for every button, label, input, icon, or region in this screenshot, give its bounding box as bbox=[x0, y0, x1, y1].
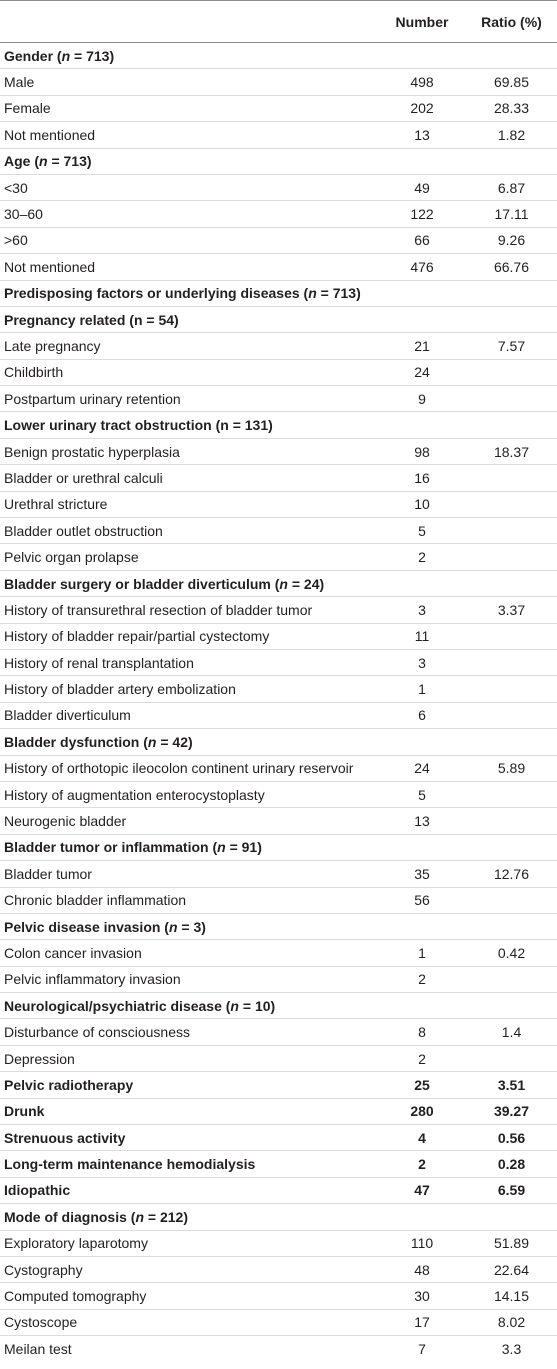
row-label bbox=[0, 993, 378, 1019]
row-number: 3 bbox=[378, 597, 466, 623]
row-ratio bbox=[466, 808, 557, 834]
row-ratio: 5.89 bbox=[466, 755, 557, 781]
row-ratio bbox=[466, 518, 557, 544]
row-number: 66 bbox=[378, 227, 466, 253]
table-row bbox=[0, 1283, 557, 1309]
table-row bbox=[0, 1045, 557, 1071]
row-ratio bbox=[466, 386, 557, 412]
label-text: Neurogenic bladder bbox=[4, 813, 127, 830]
label-text: Benign prostatic hyperplasia bbox=[4, 443, 180, 460]
row-ratio bbox=[466, 544, 557, 570]
row-number bbox=[378, 570, 466, 596]
row-label bbox=[0, 122, 378, 148]
label-text: Urethral stricture bbox=[4, 496, 108, 513]
label-text: Male bbox=[4, 74, 35, 91]
table-row bbox=[0, 755, 557, 781]
label-text: Cystoscope bbox=[4, 1314, 78, 1331]
row-label bbox=[0, 174, 378, 200]
row-ratio: 22.64 bbox=[466, 1256, 557, 1282]
row-number: 11 bbox=[378, 623, 466, 649]
row-label bbox=[0, 438, 378, 464]
label-text: Long-term maintenance hemodialysis bbox=[4, 1156, 256, 1173]
row-label bbox=[0, 1125, 378, 1151]
row-ratio bbox=[466, 412, 557, 438]
row-label bbox=[0, 570, 378, 596]
row-ratio bbox=[466, 280, 557, 306]
row-number: 9 bbox=[378, 386, 466, 412]
label-rest: = 3) bbox=[177, 918, 206, 935]
row-number: 4 bbox=[378, 1125, 466, 1151]
row-ratio: 39.27 bbox=[466, 1098, 557, 1124]
row-ratio: 3.51 bbox=[466, 1072, 557, 1098]
row-ratio bbox=[466, 781, 557, 807]
row-ratio bbox=[466, 623, 557, 649]
row-number: 24 bbox=[378, 755, 466, 781]
label-text: Pelvic radiotherapy bbox=[4, 1076, 134, 1093]
table-row bbox=[0, 359, 557, 385]
label-text: Late pregnancy bbox=[4, 337, 101, 354]
section-row bbox=[0, 993, 557, 1019]
row-label bbox=[0, 1256, 378, 1282]
label-text: Mode of diagnosis ( bbox=[4, 1208, 136, 1225]
row-label bbox=[0, 227, 378, 253]
row-label bbox=[0, 1336, 378, 1362]
section-row bbox=[0, 412, 557, 438]
table-row bbox=[0, 438, 557, 464]
label-text: Bladder outlet obstruction bbox=[4, 522, 163, 539]
row-number: 5 bbox=[378, 781, 466, 807]
row-number: 202 bbox=[378, 95, 466, 121]
row-number bbox=[378, 834, 466, 860]
row-label bbox=[0, 834, 378, 860]
table-row bbox=[0, 676, 557, 702]
table-row bbox=[0, 333, 557, 359]
row-number bbox=[378, 43, 466, 69]
row-ratio bbox=[466, 148, 557, 174]
section-row bbox=[0, 834, 557, 860]
label-text: Bladder tumor or inflammation ( bbox=[4, 839, 218, 856]
label-rest: = 91) bbox=[225, 839, 262, 856]
label-text: Bladder dysfunction ( bbox=[4, 733, 148, 750]
label-text: Predisposing factors or underlying diseases ( bbox=[4, 285, 309, 302]
row-ratio: 7.57 bbox=[466, 333, 557, 359]
row-number: 17 bbox=[378, 1309, 466, 1335]
row-label bbox=[0, 676, 378, 702]
table-row bbox=[0, 491, 557, 517]
row-number: 1 bbox=[378, 676, 466, 702]
table-row bbox=[0, 649, 557, 675]
row-label bbox=[0, 597, 378, 623]
row-number bbox=[378, 1204, 466, 1230]
row-number: 2 bbox=[378, 1045, 466, 1071]
table-row bbox=[0, 227, 557, 253]
table-row bbox=[0, 702, 557, 728]
row-ratio: 0.28 bbox=[466, 1151, 557, 1177]
row-label bbox=[0, 491, 378, 517]
row-label bbox=[0, 1019, 378, 1045]
table-row bbox=[0, 1256, 557, 1282]
label-text: Bladder tumor bbox=[4, 865, 92, 882]
row-label bbox=[0, 729, 378, 755]
table-row bbox=[0, 808, 557, 834]
label-text: History of transurethral resection of bladder tumor bbox=[4, 601, 313, 618]
row-label bbox=[0, 280, 378, 306]
label-text: Colon cancer invasion bbox=[4, 944, 142, 961]
row-number: 122 bbox=[378, 201, 466, 227]
row-number: 25 bbox=[378, 1072, 466, 1098]
section-row bbox=[0, 306, 557, 332]
label-text: Not mentioned bbox=[4, 126, 96, 143]
label-rest: = 10) bbox=[238, 997, 276, 1014]
label-variable: n bbox=[147, 733, 157, 750]
row-label bbox=[0, 966, 378, 992]
row-number: 49 bbox=[378, 174, 466, 200]
row-ratio: 8.02 bbox=[466, 1309, 557, 1335]
table-row bbox=[0, 1019, 557, 1045]
table-row bbox=[0, 1336, 557, 1362]
row-label bbox=[0, 702, 378, 728]
table-row bbox=[0, 940, 557, 966]
label-text: Pelvic inflammatory invasion bbox=[4, 971, 181, 988]
row-ratio bbox=[466, 1045, 557, 1071]
row-label bbox=[0, 95, 378, 121]
row-number: 7 bbox=[418, 1341, 426, 1358]
label-variable: n bbox=[39, 153, 48, 170]
label-text: Lower urinary tract obstruction (n = 131) bbox=[4, 417, 273, 434]
section-row bbox=[0, 913, 557, 939]
row-ratio: 0.56 bbox=[466, 1125, 557, 1151]
table-row bbox=[0, 1309, 557, 1335]
label-text: Strenuous activity bbox=[4, 1129, 126, 1146]
label-text: History of bladder repair/partial cystectomy bbox=[4, 628, 270, 645]
row-label bbox=[0, 69, 378, 95]
label-text: Computed tomography bbox=[4, 1288, 147, 1305]
row-label bbox=[0, 913, 378, 939]
row-ratio: 51.89 bbox=[466, 1230, 557, 1256]
section-row bbox=[0, 1151, 557, 1177]
label-text: Idiopathic bbox=[4, 1182, 71, 1199]
table-row bbox=[0, 887, 557, 913]
table-row bbox=[0, 1230, 557, 1256]
row-ratio: 66.76 bbox=[466, 254, 557, 280]
table-row bbox=[0, 966, 557, 992]
row-ratio bbox=[466, 570, 557, 596]
label-text: Neurological/psychiatric disease ( bbox=[4, 997, 231, 1014]
label-text: Bladder diverticulum bbox=[4, 707, 131, 724]
row-number: 3 bbox=[378, 649, 466, 675]
row-label bbox=[0, 649, 378, 675]
table-row bbox=[0, 518, 557, 544]
header-row bbox=[0, 1, 557, 43]
section-row bbox=[0, 729, 557, 755]
row-number: 280 bbox=[378, 1098, 466, 1124]
row-ratio bbox=[466, 887, 557, 913]
row-label bbox=[0, 861, 378, 887]
row-label bbox=[0, 781, 378, 807]
label-text: Pelvic disease invasion ( bbox=[4, 918, 169, 935]
row-ratio: 18.37 bbox=[466, 438, 557, 464]
table-row bbox=[0, 781, 557, 807]
row-ratio: 17.11 bbox=[466, 201, 557, 227]
row-number: 5 bbox=[378, 518, 466, 544]
row-label bbox=[0, 544, 378, 570]
row-ratio bbox=[466, 649, 557, 675]
section-row bbox=[0, 570, 557, 596]
row-number: 1 bbox=[378, 940, 466, 966]
row-ratio: 6.59 bbox=[466, 1177, 557, 1203]
table-row bbox=[0, 861, 557, 887]
label-variable: n bbox=[61, 47, 71, 64]
row-ratio bbox=[466, 966, 557, 992]
section-row bbox=[0, 1098, 557, 1124]
table-row bbox=[0, 122, 557, 148]
row-label bbox=[0, 1177, 378, 1203]
row-number: 35 bbox=[378, 861, 466, 887]
row-number bbox=[378, 412, 466, 438]
section-row bbox=[0, 1125, 557, 1151]
row-ratio bbox=[466, 1204, 557, 1230]
table-row bbox=[0, 623, 557, 649]
row-label bbox=[0, 755, 378, 781]
row-ratio bbox=[466, 491, 557, 517]
row-label bbox=[0, 1204, 378, 1230]
label-text: History of orthotopic ileocolon continent urinary reservoir bbox=[4, 760, 354, 777]
section-row bbox=[0, 1072, 557, 1098]
row-ratio bbox=[466, 729, 557, 755]
row-ratio: 28.33 bbox=[466, 95, 557, 121]
row-number: 2 bbox=[378, 966, 466, 992]
row-number bbox=[378, 306, 466, 332]
row-ratio: 3.3 bbox=[501, 1341, 522, 1358]
section-row bbox=[0, 43, 557, 69]
row-ratio: 69.85 bbox=[466, 69, 557, 95]
row-ratio: 1.82 bbox=[466, 122, 557, 148]
label-rest: = 713) bbox=[47, 153, 92, 170]
label-text: Bladder surgery or bladder diverticulum ( bbox=[4, 575, 280, 592]
row-number: 30 bbox=[378, 1283, 466, 1309]
row-label bbox=[0, 518, 378, 544]
label-text: Bladder or urethral calculi bbox=[4, 469, 163, 486]
section-row bbox=[0, 148, 557, 174]
row-number: 8 bbox=[378, 1019, 466, 1045]
row-number: 498 bbox=[378, 69, 466, 95]
label-variable: n bbox=[308, 285, 317, 302]
row-label bbox=[0, 201, 378, 227]
row-ratio bbox=[466, 676, 557, 702]
row-label bbox=[0, 808, 378, 834]
header-ratio: Ratio (%) bbox=[466, 1, 557, 43]
row-ratio bbox=[466, 834, 557, 860]
row-number: 24 bbox=[378, 359, 466, 385]
row-number: 16 bbox=[378, 465, 466, 491]
row-ratio: 0.42 bbox=[466, 940, 557, 966]
header-label bbox=[0, 1, 378, 43]
table-row bbox=[0, 174, 557, 200]
row-label bbox=[0, 333, 378, 359]
label-text: Childbirth bbox=[4, 364, 64, 381]
label-text: Depression bbox=[4, 1050, 75, 1067]
label-variable: n bbox=[217, 839, 226, 856]
label-text: History of augmentation enterocystoplasty bbox=[4, 786, 265, 803]
row-number bbox=[378, 148, 466, 174]
row-label bbox=[0, 148, 378, 174]
section-row bbox=[0, 1177, 557, 1203]
section-row bbox=[0, 1204, 557, 1230]
table-row bbox=[0, 386, 557, 412]
table-row bbox=[0, 254, 557, 280]
row-ratio bbox=[466, 359, 557, 385]
row-ratio bbox=[466, 465, 557, 491]
row-ratio bbox=[466, 306, 557, 332]
row-number: 13 bbox=[378, 808, 466, 834]
row-label bbox=[0, 1230, 378, 1256]
row-number: 21 bbox=[378, 333, 466, 359]
label-variable: n bbox=[230, 997, 239, 1014]
row-ratio bbox=[466, 993, 557, 1019]
row-label bbox=[0, 1151, 378, 1177]
row-ratio bbox=[466, 43, 557, 69]
label-text: Chronic bladder inflammation bbox=[4, 892, 187, 909]
label-rest: = 42) bbox=[156, 733, 193, 750]
label-text: Gender ( bbox=[4, 47, 62, 64]
row-number: 2 bbox=[378, 544, 466, 570]
header-number: Number bbox=[378, 1, 466, 43]
row-number bbox=[378, 729, 466, 755]
row-label bbox=[0, 1309, 378, 1335]
row-number: 98 bbox=[378, 438, 466, 464]
row-label bbox=[0, 465, 378, 491]
label-text: <30 bbox=[4, 179, 28, 196]
row-number: 56 bbox=[378, 887, 466, 913]
row-label bbox=[0, 1283, 378, 1309]
table-body bbox=[0, 43, 557, 1363]
row-number: 2 bbox=[378, 1151, 466, 1177]
row-number: 48 bbox=[378, 1256, 466, 1282]
label-text: Drunk bbox=[4, 1103, 45, 1120]
label-text: Age ( bbox=[4, 153, 39, 170]
label-text: 30–60 bbox=[4, 206, 43, 223]
label-text: Disturbance of consciousness bbox=[4, 1024, 190, 1041]
label-text: Meilan test bbox=[4, 1341, 72, 1358]
row-number: 110 bbox=[378, 1230, 466, 1256]
row-ratio: 6.87 bbox=[466, 174, 557, 200]
table-row bbox=[0, 597, 557, 623]
row-ratio: 1.4 bbox=[466, 1019, 557, 1045]
label-text: Female bbox=[4, 100, 51, 117]
row-number: 10 bbox=[378, 491, 466, 517]
label-text: Not mentioned bbox=[4, 258, 96, 275]
table-row bbox=[0, 201, 557, 227]
label-rest: = 713) bbox=[316, 285, 361, 302]
label-text: Pregnancy related (n = 54) bbox=[4, 311, 179, 328]
row-label bbox=[0, 386, 378, 412]
label-text: Cystography bbox=[4, 1261, 83, 1278]
row-label bbox=[0, 254, 378, 280]
label-text: Pelvic organ prolapse bbox=[4, 549, 139, 566]
row-number: 476 bbox=[378, 254, 466, 280]
row-number bbox=[378, 993, 466, 1019]
row-label bbox=[0, 1072, 378, 1098]
label-text: History of renal transplantation bbox=[4, 654, 194, 671]
label-variable: n bbox=[279, 575, 288, 592]
row-number bbox=[378, 913, 466, 939]
row-number: 6 bbox=[378, 702, 466, 728]
table-row bbox=[0, 95, 557, 121]
row-number: 13 bbox=[378, 122, 466, 148]
table-row bbox=[0, 544, 557, 570]
row-ratio: 9.26 bbox=[466, 227, 557, 253]
label-text: Postpartum urinary retention bbox=[4, 390, 181, 407]
label-rest: = 212) bbox=[144, 1208, 188, 1225]
row-label bbox=[0, 412, 378, 438]
row-ratio: 14.15 bbox=[466, 1283, 557, 1309]
row-ratio bbox=[466, 702, 557, 728]
row-label bbox=[0, 623, 378, 649]
label-text: History of bladder artery embolization bbox=[4, 681, 236, 698]
row-label bbox=[0, 359, 378, 385]
row-label bbox=[0, 887, 378, 913]
row-label bbox=[0, 306, 378, 332]
row-ratio: 3.37 bbox=[466, 597, 557, 623]
section-row bbox=[0, 280, 557, 306]
label-variable: n bbox=[168, 918, 178, 935]
row-ratio: 12.76 bbox=[466, 861, 557, 887]
row-number bbox=[378, 280, 466, 306]
row-label bbox=[0, 1045, 378, 1071]
table-row bbox=[0, 465, 557, 491]
label-rest: = 713) bbox=[70, 47, 115, 64]
row-label bbox=[0, 1098, 378, 1124]
label-text: >60 bbox=[4, 232, 28, 249]
row-ratio bbox=[466, 913, 557, 939]
row-label bbox=[0, 940, 378, 966]
label-rest: = 24) bbox=[287, 575, 325, 592]
label-variable: n bbox=[135, 1208, 145, 1225]
row-label bbox=[0, 43, 378, 69]
label-text: Exploratory laparotomy bbox=[4, 1235, 148, 1252]
table-row bbox=[0, 69, 557, 95]
row-number: 47 bbox=[378, 1177, 466, 1203]
